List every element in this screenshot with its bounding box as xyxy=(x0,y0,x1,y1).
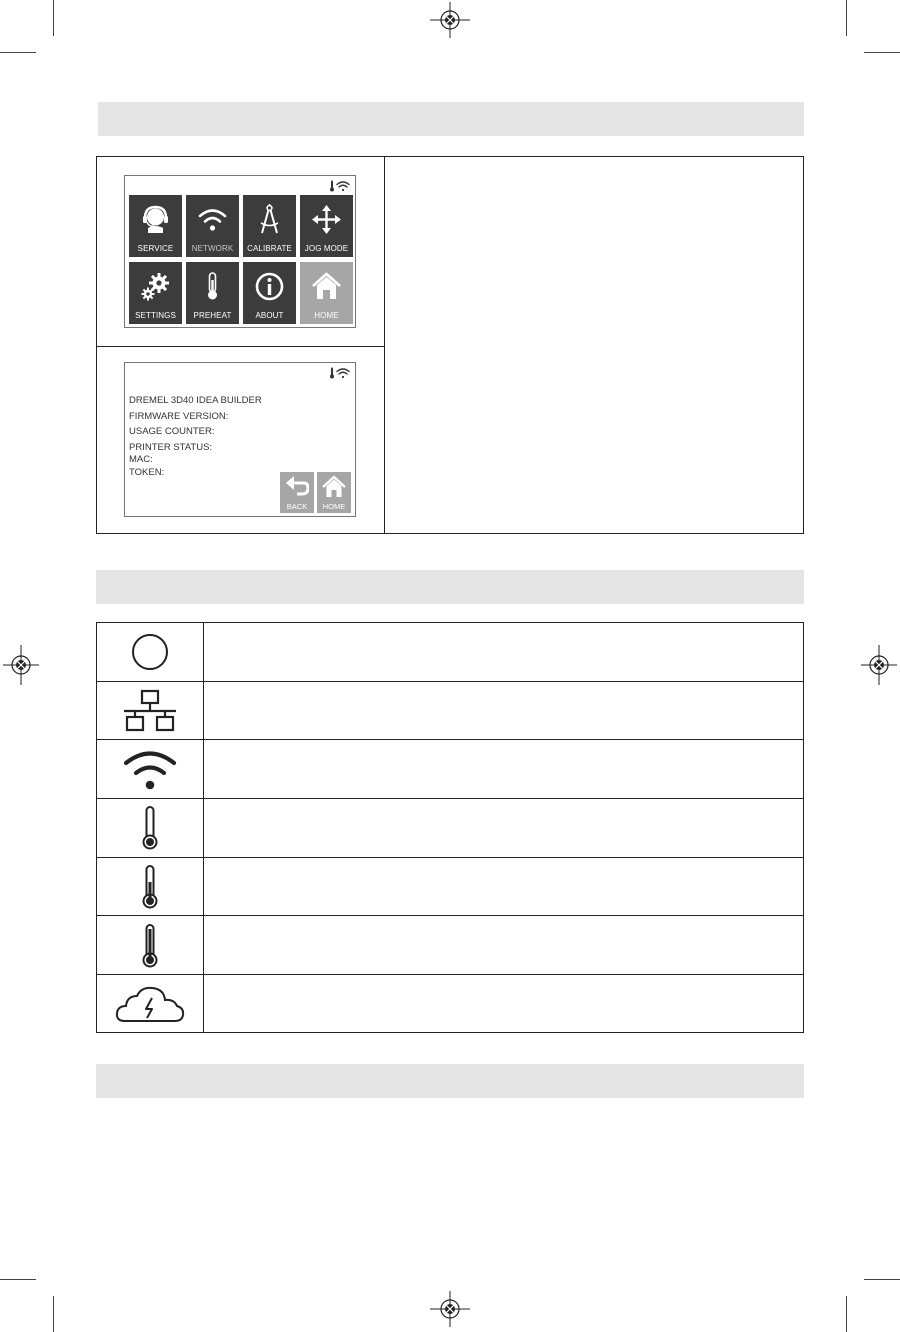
thermometer-low-icon xyxy=(120,805,180,851)
tile-label: JOG MODE xyxy=(304,244,349,253)
wifi-icon xyxy=(197,204,228,235)
table-row xyxy=(97,917,803,976)
back-button[interactable] xyxy=(280,472,314,513)
crop-mark xyxy=(53,1296,54,1332)
home-button-label: HOME xyxy=(322,502,346,511)
usage-counter-label: USAGE COUNTER: xyxy=(129,426,215,437)
crop-mark xyxy=(0,52,36,53)
back-arrow-icon xyxy=(285,475,309,499)
jog-mode-tile[interactable] xyxy=(300,195,353,257)
status-icon-table xyxy=(96,622,804,1033)
status-icons xyxy=(328,367,350,379)
tile-label: SERVICE xyxy=(137,244,174,253)
cloud-lightning-icon xyxy=(115,981,185,1027)
table-row xyxy=(97,682,803,741)
table-row xyxy=(97,975,803,1034)
wifi-icon xyxy=(337,182,349,191)
registration-mark-icon xyxy=(859,645,899,685)
firmware-version-label: FIRMWARE VERSION: xyxy=(129,411,229,422)
printer-model-text: DREMEL 3D40 IDEA BUILDER xyxy=(129,395,262,406)
preheat-tile[interactable] xyxy=(186,262,239,324)
tile-label: NETWORK xyxy=(191,244,234,253)
table-divider xyxy=(384,157,385,533)
crop-mark xyxy=(846,1296,847,1332)
table-row xyxy=(97,740,803,799)
registration-mark-icon xyxy=(1,645,41,685)
wifi-icon xyxy=(120,746,180,792)
token-label: TOKEN: xyxy=(129,467,165,478)
move-arrows-icon xyxy=(311,204,342,235)
thermometer-icon xyxy=(330,368,334,379)
mac-label: MAC: xyxy=(129,454,153,465)
gears-icon xyxy=(140,271,171,302)
crop-mark xyxy=(53,0,54,36)
network-tile[interactable] xyxy=(186,195,239,257)
table-row xyxy=(97,799,803,858)
thermometer-high-icon xyxy=(120,923,180,969)
crop-mark xyxy=(864,52,900,53)
wired-network-icon xyxy=(120,688,180,734)
info-icon xyxy=(254,271,285,302)
section-header-bar xyxy=(96,570,804,604)
section-header-bar xyxy=(98,102,804,136)
registration-mark-icon xyxy=(430,0,470,40)
tile-label: HOME xyxy=(314,311,339,320)
headset-icon xyxy=(140,204,171,235)
registration-mark-icon xyxy=(430,1289,470,1329)
thermometer-medium-icon xyxy=(120,864,180,910)
home-button[interactable] xyxy=(317,472,351,513)
thermometer-icon xyxy=(197,271,228,302)
about-tile[interactable] xyxy=(243,262,296,324)
wifi-icon xyxy=(337,369,349,378)
settings-tile[interactable] xyxy=(129,262,182,324)
home-tile[interactable] xyxy=(300,262,353,324)
circle-icon xyxy=(120,629,180,675)
service-tile[interactable] xyxy=(129,195,182,257)
table-divider xyxy=(97,346,384,347)
tile-label: ABOUT xyxy=(255,311,284,320)
back-button-label: BACK xyxy=(286,502,308,511)
calibrate-tile[interactable] xyxy=(243,195,296,257)
about-screen xyxy=(124,362,356,517)
home-icon xyxy=(311,271,342,302)
menu-screen xyxy=(124,175,356,328)
crop-mark xyxy=(846,0,847,36)
section-header-bar xyxy=(96,1064,804,1098)
home-icon xyxy=(322,475,346,499)
crop-mark xyxy=(864,1279,900,1280)
crop-mark xyxy=(0,1279,36,1280)
table-row xyxy=(97,623,803,682)
compass-icon xyxy=(254,204,285,235)
screen-illustration-table xyxy=(96,156,804,534)
status-icons xyxy=(328,180,350,192)
tile-label: SETTINGS xyxy=(135,311,176,320)
table-row xyxy=(97,858,803,917)
tile-label: PREHEAT xyxy=(193,311,232,320)
tile-label: CALIBRATE xyxy=(247,244,292,253)
printer-status-label: PRINTER STATUS: xyxy=(129,442,213,453)
thermometer-icon xyxy=(330,181,334,192)
